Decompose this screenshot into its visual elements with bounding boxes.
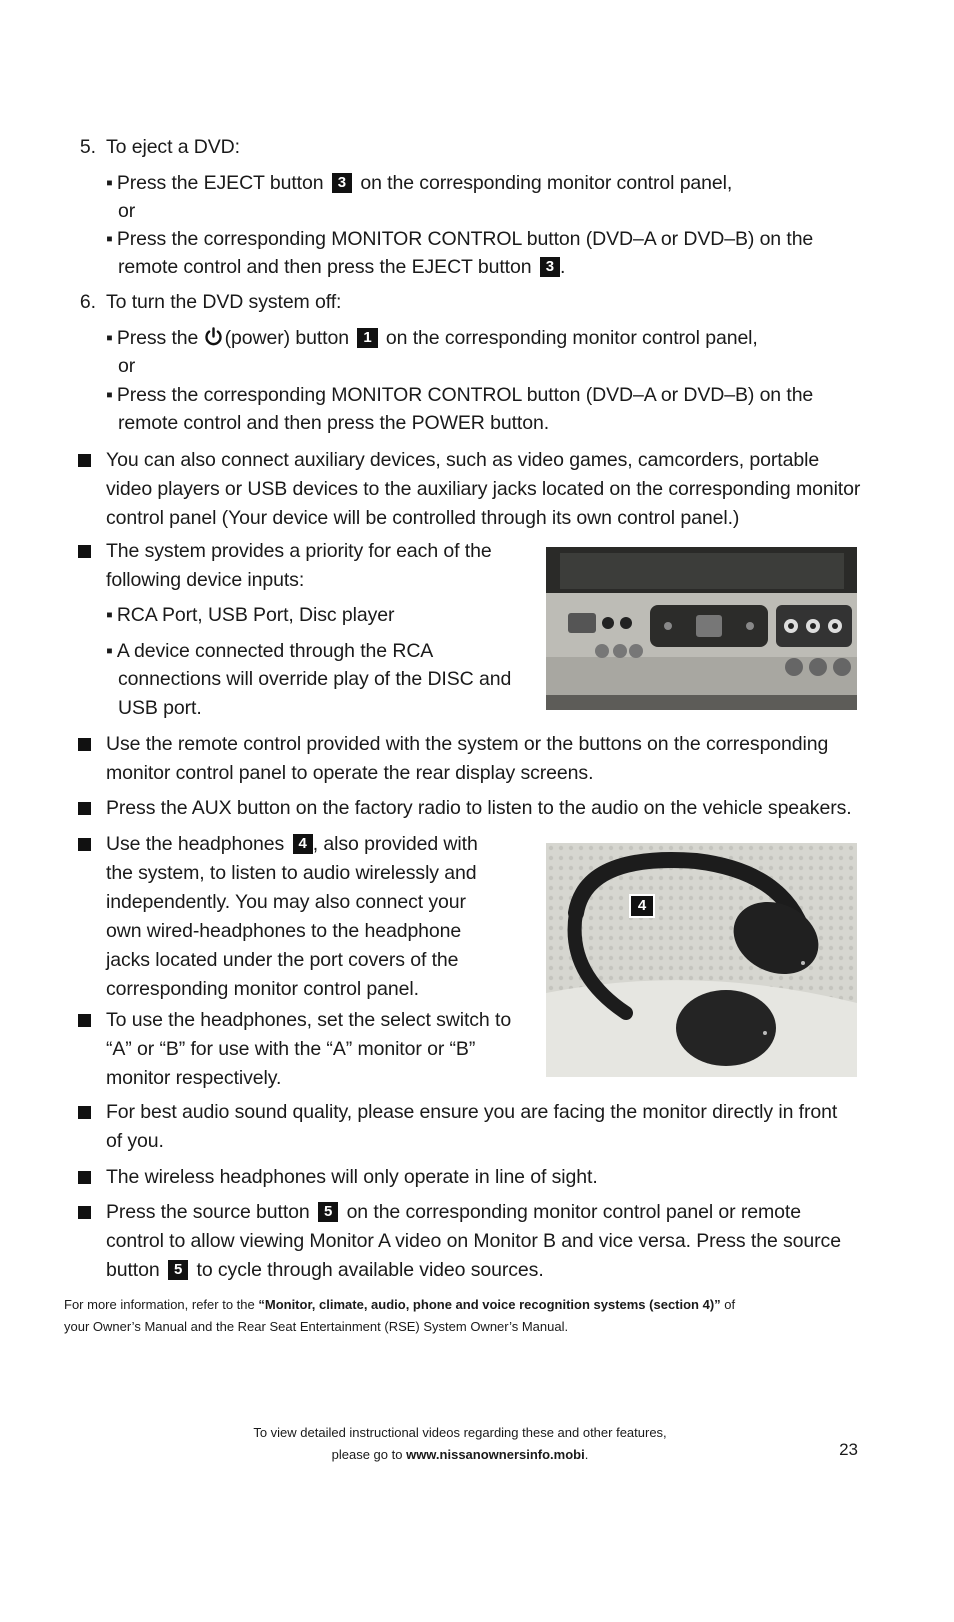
paragraph-sight: The wireless headphones will only operate in line of sight. bbox=[106, 1166, 598, 1188]
callout-badge: 3 bbox=[332, 173, 352, 193]
paragraph-aux: You can also connect auxiliary devices, such as video games, camcorders, portable video players or USB devices to the auxiliary jacks located on the corresponding monitor control panel (Your device will be controlled through its own control panel.) bbox=[106, 449, 861, 529]
bullet-continuation: connections will override play of the DISC and USB port. bbox=[118, 668, 512, 719]
bullet-item: ▪ Press the (power) button 1 on the corresponding monitor control panel, bbox=[106, 324, 758, 356]
headphones-photo bbox=[546, 843, 857, 1077]
website-link[interactable]: www.nissanownersinfo.mobi bbox=[406, 1447, 585, 1462]
callout-badge: 4 bbox=[293, 834, 313, 854]
callout-badge: 3 bbox=[540, 257, 560, 277]
bullet-item: ▪ Press the EJECT button 3 on the corresponding monitor control panel, bbox=[106, 172, 733, 194]
square-bullet-icon bbox=[78, 802, 91, 815]
square-bullet-icon bbox=[78, 1106, 91, 1119]
square-bullet-icon bbox=[78, 1171, 91, 1184]
square-bullet-icon bbox=[78, 838, 91, 851]
power-icon bbox=[204, 327, 223, 356]
bullet-item: ▪ Press the corresponding MONITOR CONTROL button (DVD–A or DVD–B) on the bbox=[106, 384, 814, 406]
paragraph-headphones: Use the headphones 4 , also provided with the system, to listen to audio wirelessly and independently. You may also connect your own wired-headphones to the headphone jacks located under the port covers of the corresponding monitor control panel. bbox=[106, 833, 478, 1000]
paragraph-remote: Use the remote control provided with the system or the buttons on the corresponding monitor control panel to operate the rear display screens. bbox=[106, 733, 829, 784]
paragraph-quality: For best audio sound quality, please ensure you are facing the monitor directly in front of you. bbox=[106, 1101, 838, 1152]
paragraph-priority: The system provides a priority for each of the following device inputs: bbox=[106, 540, 492, 591]
bullet-continuation: remote control and then press the POWER button. bbox=[118, 412, 550, 434]
callout-badge: 1 bbox=[357, 328, 377, 348]
callout-badge: 5 bbox=[168, 1260, 188, 1280]
step-heading: To eject a DVD: bbox=[106, 136, 240, 158]
page-number: 23 bbox=[839, 1440, 858, 1459]
square-bullet-icon bbox=[78, 545, 91, 558]
paragraph-source: Press the source button 5 on the corresponding monitor control panel or remote control to allow viewing Monitor A video on Monitor B and vice versa. Press the source button 5 to cycle through available video sources. bbox=[106, 1201, 841, 1281]
step-number: 6. bbox=[79, 291, 96, 313]
square-bullet-icon bbox=[78, 454, 91, 467]
bullet-continuation: remote control and then press the EJECT button 3 . bbox=[118, 256, 566, 278]
bullet-item: ▪ A device connected through the RCA bbox=[106, 640, 434, 662]
or-text: or bbox=[118, 200, 136, 222]
paragraph-aux-button: Press the AUX button on the factory radio to listen to the audio on the vehicle speakers. bbox=[106, 797, 852, 819]
square-bullet-icon bbox=[78, 1014, 91, 1027]
control-panel-photo bbox=[546, 547, 857, 710]
step-number: 5. bbox=[79, 136, 96, 158]
step-heading: To turn the DVD system off: bbox=[106, 291, 342, 313]
or-text: or bbox=[118, 355, 136, 377]
footer-text: To view detailed instructional videos regarding these and other features, please go to www.nissanownersinfo.mobi. bbox=[253, 1425, 667, 1462]
bullet-item: ▪ RCA Port, USB Port, Disc player bbox=[106, 604, 395, 626]
callout-badge: 4 bbox=[629, 894, 655, 918]
callout-badge: 5 bbox=[318, 1202, 338, 1222]
square-bullet-icon bbox=[78, 1206, 91, 1219]
reference-note: For more information, refer to the “Monitor, climate, audio, phone and voice recognition systems (section 4)” of your Owner’s Manual and the Rear Seat Entertainment (RSE) System Owner’s Manual. bbox=[64, 1297, 736, 1334]
paragraph-select: To use the headphones, set the select switch to “A” or “B” for use with the “A” monitor or “B” monitor respectively. bbox=[106, 1009, 512, 1089]
bullet-item: ▪ Press the corresponding MONITOR CONTROL button (DVD–A or DVD–B) on the bbox=[106, 228, 814, 250]
square-bullet-icon bbox=[78, 738, 91, 751]
